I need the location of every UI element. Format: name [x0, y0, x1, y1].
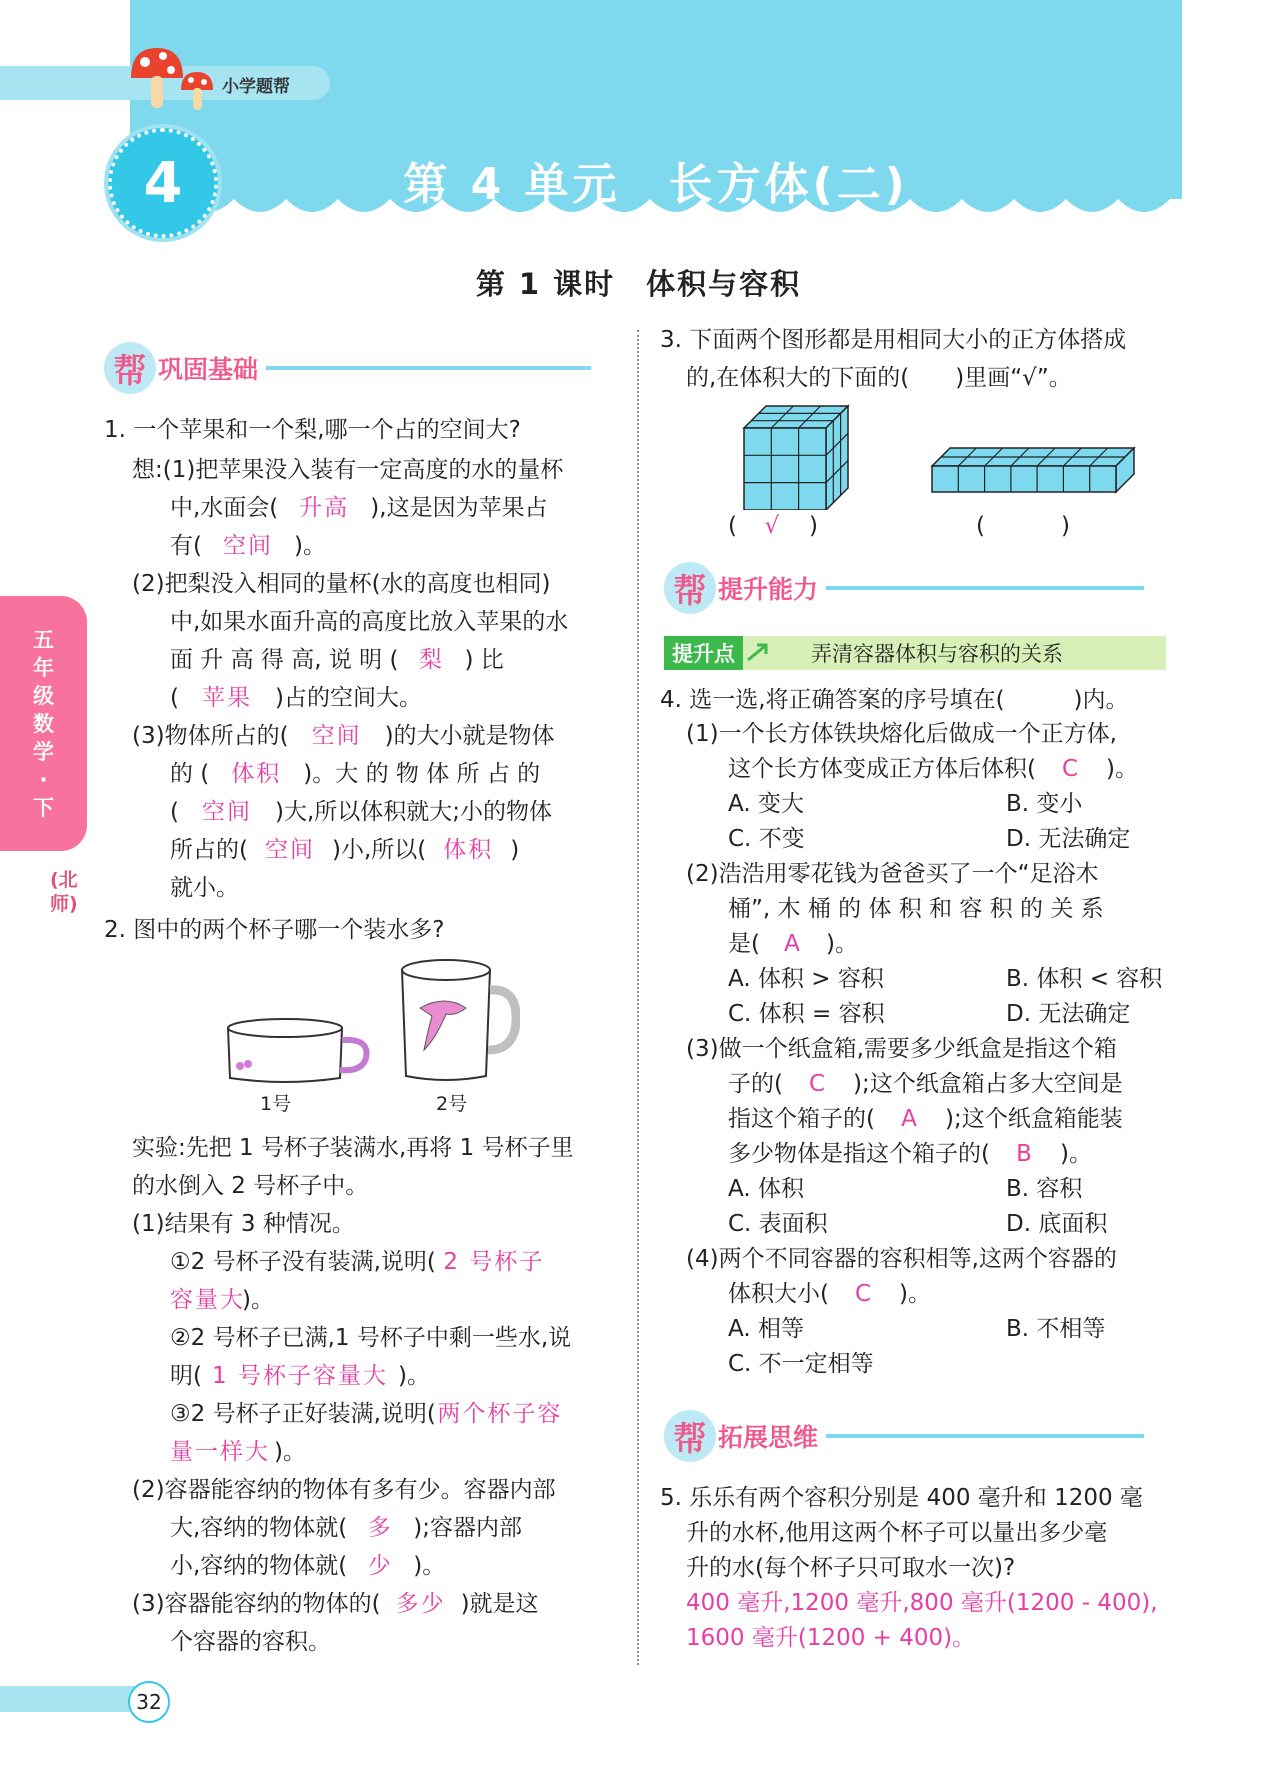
q2-line: 的水倒入 2 号杯子中。 — [132, 1173, 369, 1199]
text-segment: ③2 号杯子正好装满,说明( — [170, 1401, 436, 1427]
tisheng-text: 弄清容器体积与容积的关系 — [811, 642, 1063, 666]
text-segment: 有( — [170, 533, 202, 559]
section-rule — [826, 1434, 1144, 1438]
text-segment: );这个纸盒箱能装 — [944, 1106, 1123, 1132]
q4-line — [728, 751, 1138, 787]
q5-answer: 1600 毫升(1200 + 400)。 — [686, 1625, 976, 1651]
bang-icon: 帮 — [664, 562, 716, 614]
cups-figure — [220, 958, 520, 1088]
q4-line: (3)做一个纸盒箱,需要多少纸盒是指这个箱 — [686, 1036, 1117, 1062]
q4-option: B. 体积 < 容积 — [1006, 966, 1163, 992]
text-segment: ),这是因为苹果占 — [370, 495, 548, 521]
text-segment: )小,所以( — [331, 837, 427, 863]
cup-1-label: 1号 — [260, 1093, 292, 1115]
text-segment: )占的空间大。 — [274, 685, 422, 711]
q2-line — [170, 1244, 552, 1280]
q3-stem: 3. 下面两个图形都是用相同大小的正方体搭成 — [660, 327, 1127, 353]
column-divider — [637, 330, 639, 1665]
q4-option: B. 容积 — [1006, 1176, 1083, 1202]
cup-1-icon — [228, 1019, 367, 1082]
answer: 2 号杯子 — [443, 1249, 545, 1275]
answer: 体积 — [231, 761, 282, 787]
cube-figure-long — [928, 444, 1138, 496]
q2-line — [170, 1396, 564, 1432]
q4-option: C. 不变 — [728, 826, 805, 852]
text-segment: )。 — [274, 1439, 306, 1465]
text-segment: )。大 的 物 体 所 占 的 — [303, 761, 541, 787]
q2-line — [170, 1434, 306, 1470]
text-segment: ) — [510, 837, 520, 863]
q4-line — [728, 1101, 1123, 1137]
text-segment: (3)物体所占的( — [132, 723, 289, 749]
answer: A — [784, 931, 802, 957]
section-rule — [826, 586, 1144, 590]
text-segment: 明( — [170, 1363, 202, 1389]
page-number: 32 — [128, 1681, 170, 1723]
q4-stem: 4. 选一选,将正确答案的序号填在( )内。 — [660, 687, 1129, 713]
q2-line: ②2 号杯子已满,1 号杯子中剩一些水,说 — [170, 1325, 572, 1351]
q4-option: A. 体积 — [728, 1176, 804, 1202]
section-header-extend — [664, 1408, 1144, 1464]
q4-line: 桶”, 木 桶 的 体 积 和 容 积 的 关 系 — [728, 896, 1104, 922]
q1-line: 想:(1)把苹果没入装有一定高度的水的量杯 — [132, 457, 564, 483]
answer: 少 — [367, 1553, 393, 1579]
text-segment: 多少物体是指这个箱子的( — [728, 1141, 990, 1167]
answer: 空间 — [201, 799, 252, 825]
text-segment: 子的( — [728, 1071, 783, 1097]
answer: A — [901, 1106, 919, 1132]
q5-line: 升的水(每个杯子只可取水一次)? — [686, 1555, 1016, 1581]
answer: 空间 — [264, 837, 315, 863]
text-segment: 这个长方体变成正方体后体积( — [728, 756, 1036, 782]
text-segment: 指这个箱子的( — [728, 1106, 875, 1132]
q4-line — [728, 926, 858, 962]
text-segment: ( — [170, 685, 179, 711]
answer: 1 号杯子容量大 — [212, 1363, 388, 1389]
text-segment: 小,容纳的物体就( — [170, 1553, 348, 1579]
q5-answer: 400 毫升,1200 毫升,800 毫升(1200 - 400), — [686, 1590, 1158, 1616]
q4-option: D. 无法确定 — [1006, 1001, 1131, 1027]
answer: 体积 — [443, 837, 494, 863]
answer: C — [808, 1071, 828, 1097]
answer: 升高 — [299, 495, 350, 521]
q3-answer-left — [728, 508, 818, 544]
q4-option: B. 不相等 — [1006, 1316, 1106, 1342]
q5-stem: 5. 乐乐有两个容积分别是 400 毫升和 1200 毫 — [660, 1485, 1143, 1511]
answer: 空间 — [222, 533, 273, 559]
q4-option: A. 变大 — [728, 791, 804, 817]
text-segment: (3)容器能容纳的物体的( — [132, 1591, 381, 1617]
text-segment: ( — [170, 799, 179, 825]
text-segment: ( — [976, 513, 985, 539]
answer-check: √ — [764, 513, 782, 539]
q4-option: D. 无法确定 — [1006, 826, 1131, 852]
q4-option: C. 体积 = 容积 — [728, 1001, 885, 1027]
q4-line: (1)一个长方体铁块熔化后做成一个正方体, — [686, 721, 1117, 747]
brand-name: 小学题帮 — [222, 77, 290, 97]
answer: C — [1061, 756, 1081, 782]
text-segment: 所占的( — [170, 837, 248, 863]
answer: 空间 — [311, 723, 362, 749]
answer: 苹果 — [201, 685, 252, 711]
q1-line — [170, 528, 326, 564]
q5-line: 升的水杯,他用这两个杯子可以量出多少毫 — [686, 1520, 1108, 1546]
section-title: 提升能力 — [718, 575, 819, 604]
cube-figure-large — [736, 400, 856, 510]
mushroom-logo-icon — [125, 44, 225, 116]
q4-line — [728, 1276, 931, 1312]
q1-line: 中,如果水面升高的高度比放入苹果的水 — [170, 609, 569, 635]
q4-line — [728, 1136, 1092, 1172]
text-segment: ( — [728, 513, 737, 539]
cup-2-label: 2号 — [436, 1093, 468, 1115]
q2-line — [132, 1586, 539, 1622]
text-segment: )大,所以体积就大;小的物体 — [274, 799, 553, 825]
text-segment: 面 升 高 得 高, 说 明 ( — [170, 647, 399, 673]
section-title: 巩固基础 — [158, 355, 259, 384]
tisheng-tag: 提升点 — [664, 636, 743, 670]
q2-line: (2)容器能容纳的物体有多有少。容器内部 — [132, 1477, 556, 1503]
section-title: 拓展思维 — [718, 1423, 819, 1452]
answer: B — [1016, 1141, 1034, 1167]
q4-line: (4)两个不同容器的容积相等,这两个容器的 — [686, 1246, 1117, 1272]
text-segment: ①2 号杯子没有装满,说明( — [170, 1249, 436, 1275]
text-segment: )。 — [1105, 756, 1138, 782]
q4-line: (2)浩浩用零花钱为爸爸买了一个“足浴木 — [686, 861, 1099, 887]
q2-line — [170, 1548, 445, 1584]
q1-line — [170, 680, 422, 716]
q4-option: B. 变小 — [1006, 791, 1083, 817]
grade-label: 五年级数学·下 — [33, 627, 54, 820]
text-segment: 中,水面会( — [170, 495, 279, 521]
q1-stem: 1. 一个苹果和一个梨,哪一个占的空间大? — [104, 417, 521, 443]
text-segment: )。 — [413, 1553, 446, 1579]
text-segment: 的 ( — [170, 761, 210, 787]
q2-line: 实验:先把 1 号杯子装满水,再将 1 号杯子里 — [132, 1135, 574, 1161]
q4-option: A. 体积 > 容积 — [728, 966, 884, 992]
arrow-icon — [745, 640, 775, 666]
text-segment: )的大小就是物体 — [384, 723, 555, 749]
q4-option: D. 底面积 — [1006, 1211, 1108, 1237]
answer: 梨 — [418, 647, 444, 673]
q1-line — [170, 794, 552, 830]
answer: 容量大 — [170, 1287, 245, 1313]
unit-title: 第 4 单元 长方体(二) — [403, 159, 909, 210]
q3-line: 的,在体积大的下面的( )里画“√”。 — [686, 365, 1072, 391]
answer: 多 — [367, 1515, 393, 1541]
answer: 两个杯子容 — [437, 1401, 563, 1427]
text-segment: 大,容纳的物体就( — [170, 1515, 348, 1541]
text-segment: );这个纸盒箱占多大空间是 — [852, 1071, 1123, 1097]
q4-option: A. 相等 — [728, 1316, 804, 1342]
text-segment: 是( — [728, 931, 760, 957]
q1-line — [170, 490, 548, 526]
text-segment: )就是这 — [460, 1591, 539, 1617]
section-header-basics — [104, 340, 591, 396]
q2-line: 个容器的容积。 — [170, 1629, 331, 1655]
text-segment: )。 — [293, 533, 326, 559]
q1-line: 就小。 — [170, 875, 239, 901]
cup-2-icon — [402, 960, 516, 1080]
unit-number-badge: 4 — [108, 128, 218, 238]
text-segment: )。 — [1059, 1141, 1092, 1167]
answer: 多少 — [395, 1591, 446, 1617]
text-segment: );容器内部 — [413, 1515, 523, 1541]
text-segment: ) — [1060, 513, 1070, 539]
q1-line — [170, 756, 540, 792]
text-segment: )。 — [397, 1363, 430, 1389]
q1-line — [170, 642, 504, 678]
bang-icon: 帮 — [664, 1410, 716, 1462]
text-segment: ) 比 — [464, 647, 504, 673]
bang-icon: 帮 — [104, 342, 156, 394]
grade-side-tab — [0, 596, 87, 851]
answer: C — [854, 1281, 874, 1307]
section-rule — [266, 366, 591, 370]
q2-line — [170, 1510, 522, 1546]
q2-stem: 2. 图中的两个杯子哪一个装水多? — [104, 917, 445, 943]
q3-answer-right — [976, 508, 1070, 544]
q4-option: C. 表面积 — [728, 1211, 828, 1237]
q2-line: (1)结果有 3 种情况。 — [132, 1211, 355, 1237]
text-segment: )。 — [898, 1281, 931, 1307]
text-segment: ) — [808, 513, 818, 539]
q2-line — [170, 1282, 274, 1318]
q2-line — [170, 1358, 430, 1394]
answer: 量一样大 — [170, 1439, 270, 1465]
q1-line: (2)把梨没入相同的量杯(水的高度也相同) — [132, 571, 551, 597]
q1-line — [132, 718, 555, 754]
q1-line — [170, 832, 519, 868]
section-header-improve — [664, 560, 1144, 616]
q4-line — [728, 1066, 1123, 1102]
text-segment: )。 — [825, 931, 858, 957]
q4-option: C. 不一定相等 — [728, 1351, 874, 1377]
edition-label: (北师) — [50, 869, 78, 915]
text-segment: )。 — [242, 1287, 274, 1313]
tisheng-point-bar — [664, 636, 1166, 670]
lesson-title: 第 1 课时 体积与容积 — [475, 267, 802, 301]
text-segment: 体积大小( — [728, 1281, 829, 1307]
